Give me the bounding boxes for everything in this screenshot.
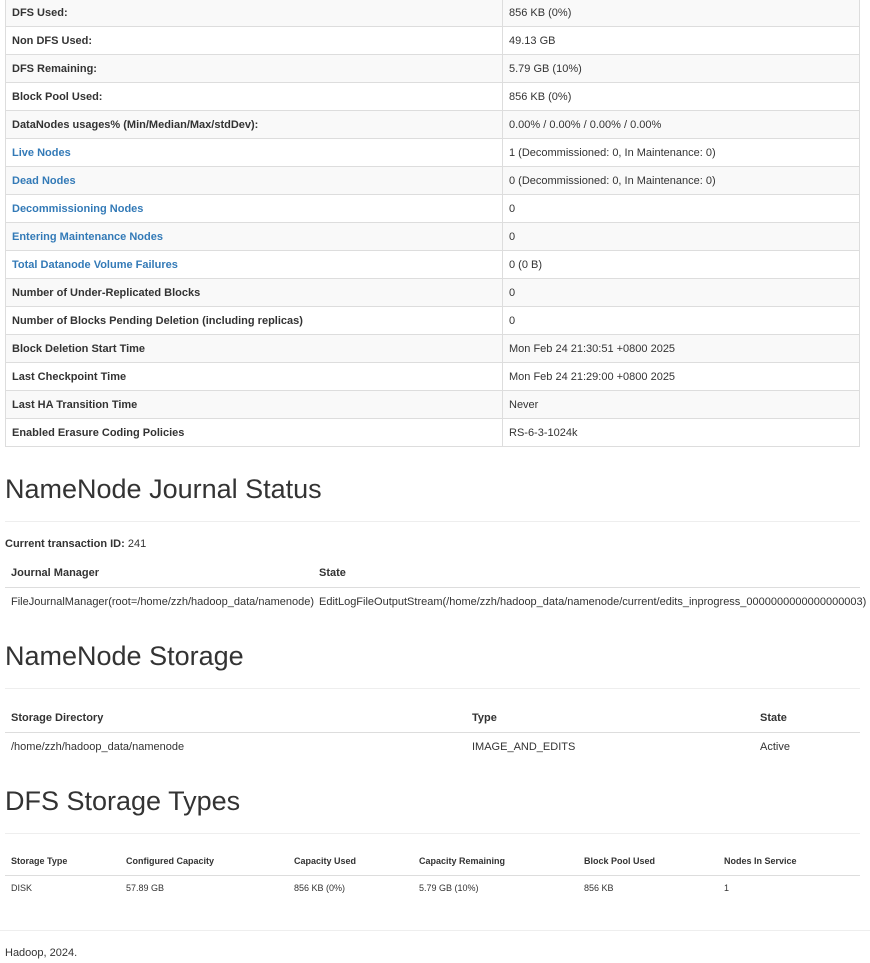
journal-cell: FileJournalManager(root=/home/zzh/hadoop_data/namenode)	[11, 595, 314, 608]
storage-cell: IMAGE_AND_EDITS	[472, 740, 576, 753]
summary-value: Mon Feb 24 21:30:51 +0800 2025	[503, 335, 860, 363]
summary-key: Number of Under-Replicated Blocks	[6, 279, 503, 307]
storage-types-heading: DFS Storage Types	[5, 786, 241, 816]
storage-cell: /home/zzh/hadoop_data/namenode	[11, 740, 185, 753]
summary-row	[6, 27, 860, 55]
summary-value: 856 KB (0%)	[503, 83, 860, 111]
current-transaction-id	[5, 538, 146, 550]
summary-row	[6, 0, 860, 27]
summary-key: DataNodes usages% (Min/Median/Max/stdDev):	[6, 111, 503, 139]
storage-table	[5, 703, 860, 760]
storage-cell: Active	[760, 740, 790, 753]
decommissioning-nodes-link[interactable]: Decommissioning Nodes	[12, 202, 144, 215]
summary-key: Non DFS Used:	[6, 27, 503, 55]
summary-value: Mon Feb 24 21:29:00 +0800 2025	[503, 363, 860, 391]
footer-divider	[0, 930, 870, 931]
summary-key: Block Deletion Start Time	[6, 335, 503, 363]
types-header-nodes-in-service: Nodes In Service	[718, 847, 860, 876]
summary-value: 5.79 GB (10%)	[503, 55, 860, 83]
summary-value: 0	[503, 195, 860, 223]
summary-row	[6, 111, 860, 139]
summary-value: 856 KB (0%)	[503, 0, 860, 27]
summary-key: Block Pool Used:	[6, 83, 503, 111]
summary-key: Last HA Transition Time	[6, 391, 503, 419]
types-cell: 856 KB (0%)	[294, 883, 346, 893]
summary-row	[6, 363, 860, 391]
summary-row	[6, 391, 860, 419]
types-header-capacity-remaining: Capacity Remaining	[413, 847, 578, 876]
summary-row	[6, 139, 860, 167]
summary-row	[6, 251, 860, 279]
summary-row	[6, 55, 860, 83]
storage-divider	[5, 688, 860, 689]
storage-header-state: State	[754, 703, 860, 733]
summary-value: RS-6-3-1024k	[503, 419, 860, 447]
types-cell: 5.79 GB (10%)	[419, 883, 479, 893]
summary-row	[6, 307, 860, 335]
storage-header-storage-directory: Storage Directory	[5, 703, 466, 733]
summary-key: DFS Used:	[6, 0, 503, 27]
journal-table	[5, 558, 867, 615]
storage-heading: NameNode Storage	[5, 641, 244, 671]
types-cell: 57.89 GB	[126, 883, 165, 893]
storage-types-divider	[5, 833, 860, 834]
summary-row	[6, 335, 860, 363]
journal-cell: EditLogFileOutputStream(/home/zzh/hadoop_data/namenode/current/edits_inprogress_0000000000000000003)	[319, 595, 867, 608]
journal-status-heading: NameNode Journal Status	[5, 474, 322, 504]
types-header-block-pool-used: Block Pool Used	[578, 847, 718, 876]
summary-key: Enabled Erasure Coding Policies	[6, 419, 503, 447]
summary-row	[6, 83, 860, 111]
summary-value: 0	[503, 279, 860, 307]
types-header-configured-capacity: Configured Capacity	[120, 847, 288, 876]
summary-value: 0 (Decommissioned: 0, In Maintenance: 0)	[503, 167, 860, 195]
summary-key-cell	[6, 167, 503, 195]
types-cell: 1	[724, 883, 730, 893]
summary-row	[6, 419, 860, 447]
entering-maintenance-nodes-link[interactable]: Entering Maintenance Nodes	[12, 230, 163, 243]
summary-key: Number of Blocks Pending Deletion (including replicas)	[6, 307, 503, 335]
summary-value: 0	[503, 307, 860, 335]
types-header-capacity-used: Capacity Used	[288, 847, 413, 876]
txid-value: 241	[127, 538, 147, 550]
summary-value: 49.13 GB	[503, 27, 860, 55]
summary-value: Never	[503, 391, 860, 419]
table-row	[5, 588, 860, 616]
summary-value: 1 (Decommissioned: 0, In Maintenance: 0)	[503, 139, 860, 167]
journal-header-state: State	[313, 558, 860, 588]
summary-key-cell	[6, 223, 503, 251]
summary-key-cell	[6, 251, 503, 279]
summary-row	[6, 195, 860, 223]
summary-value: 0 (0 B)	[503, 251, 860, 279]
summary-table	[5, 0, 860, 447]
summary-key-cell	[6, 195, 503, 223]
types-cell: DISK	[11, 883, 33, 893]
summary-row	[6, 279, 860, 307]
journal-header-journal-manager: Journal Manager	[5, 558, 313, 588]
summary-key: Last Checkpoint Time	[6, 363, 503, 391]
dead-nodes-link[interactable]: Dead Nodes	[12, 174, 76, 187]
live-nodes-link[interactable]: Live Nodes	[12, 146, 71, 159]
footer-text: Hadoop, 2024.	[5, 947, 78, 959]
summary-key-cell	[6, 139, 503, 167]
summary-row	[6, 223, 860, 251]
total-datanode-volume-failures-link[interactable]: Total Datanode Volume Failures	[12, 258, 178, 271]
table-row	[5, 876, 860, 901]
summary-key: DFS Remaining:	[6, 55, 503, 83]
summary-value: 0	[503, 223, 860, 251]
summary-row	[6, 167, 860, 195]
types-header-storage-type: Storage Type	[5, 847, 120, 876]
summary-value: 0.00% / 0.00% / 0.00% / 0.00%	[503, 111, 860, 139]
types-cell: 856 KB	[584, 883, 614, 893]
journal-divider	[5, 521, 860, 522]
storage-types-table	[5, 847, 860, 900]
table-row	[5, 733, 860, 761]
txid-label: Current transaction ID:	[5, 538, 125, 550]
storage-header-type: Type	[466, 703, 754, 733]
